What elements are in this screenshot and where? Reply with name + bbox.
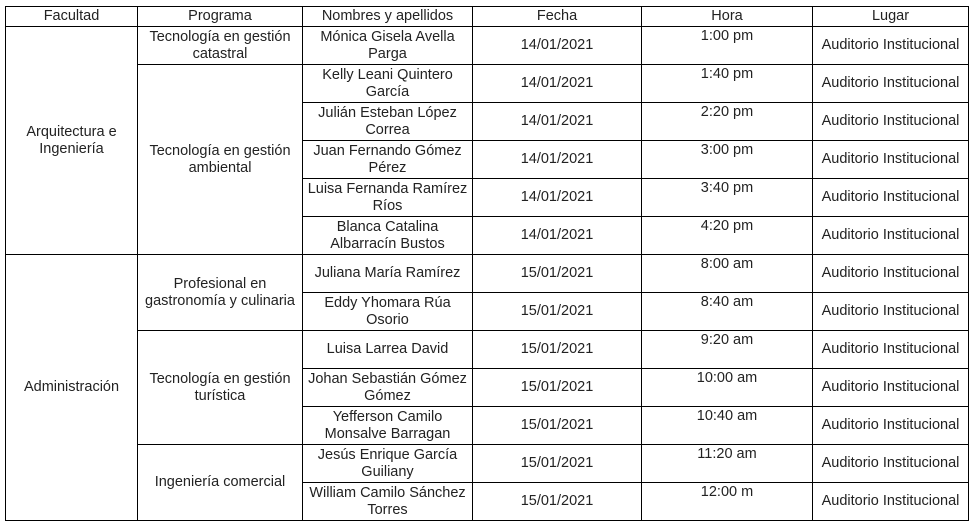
schedule-table bbox=[5, 6, 969, 521]
header-lugar: Lugar bbox=[813, 7, 969, 27]
nombre-cell: Kelly Leani Quintero García bbox=[303, 65, 473, 103]
fecha-cell: 15/01/2021 bbox=[473, 255, 642, 293]
fecha-cell: 14/01/2021 bbox=[473, 27, 642, 65]
programa-cell: Profesional en gastronomía y culinaria bbox=[138, 255, 303, 331]
table-row bbox=[6, 445, 969, 483]
hora-cell: 4:20 pm bbox=[642, 217, 813, 255]
fecha-cell: 15/01/2021 bbox=[473, 407, 642, 445]
header-facultad: Facultad bbox=[6, 7, 138, 27]
nombre-cell: Yefferson Camilo Monsalve Barragan bbox=[303, 407, 473, 445]
hora-cell: 1:40 pm bbox=[642, 65, 813, 103]
header-fecha: Fecha bbox=[473, 7, 642, 27]
lugar-cell: Auditorio Institucional bbox=[813, 141, 969, 179]
hora-cell: 8:40 am bbox=[642, 293, 813, 331]
fecha-cell: 15/01/2021 bbox=[473, 293, 642, 331]
lugar-cell: Auditorio Institucional bbox=[813, 407, 969, 445]
nombre-cell: Luisa Fernanda Ramírez Ríos bbox=[303, 179, 473, 217]
lugar-cell: Auditorio Institucional bbox=[813, 103, 969, 141]
lugar-cell: Auditorio Institucional bbox=[813, 65, 969, 103]
fecha-cell: 15/01/2021 bbox=[473, 445, 642, 483]
lugar-cell: Auditorio Institucional bbox=[813, 255, 969, 293]
hora-cell: 1:00 pm bbox=[642, 27, 813, 65]
fecha-cell: 15/01/2021 bbox=[473, 331, 642, 369]
fecha-cell: 14/01/2021 bbox=[473, 141, 642, 179]
fecha-cell: 14/01/2021 bbox=[473, 179, 642, 217]
lugar-cell: Auditorio Institucional bbox=[813, 27, 969, 65]
nombre-cell: Juan Fernando Gómez Pérez bbox=[303, 141, 473, 179]
nombre-cell: Juliana María Ramírez bbox=[303, 255, 473, 293]
table-body bbox=[6, 27, 969, 521]
nombre-cell: Jesús Enrique García Guiliany bbox=[303, 445, 473, 483]
facultad-cell: Arquitectura e Ingeniería bbox=[6, 27, 138, 255]
table-row bbox=[6, 65, 969, 103]
nombre-cell: William Camilo Sánchez Torres bbox=[303, 483, 473, 521]
lugar-cell: Auditorio Institucional bbox=[813, 217, 969, 255]
hora-cell: 12:00 m bbox=[642, 483, 813, 521]
lugar-cell: Auditorio Institucional bbox=[813, 293, 969, 331]
header-hora: Hora bbox=[642, 7, 813, 27]
header-nombres: Nombres y apellidos bbox=[303, 7, 473, 27]
nombre-cell: Eddy Yhomara Rúa Osorio bbox=[303, 293, 473, 331]
hora-cell: 3:00 pm bbox=[642, 141, 813, 179]
hora-cell: 8:00 am bbox=[642, 255, 813, 293]
table-row bbox=[6, 255, 969, 293]
programa-cell: Ingeniería comercial bbox=[138, 445, 303, 521]
nombre-cell: Johan Sebastián Gómez Gómez bbox=[303, 369, 473, 407]
facultad-cell: Administración bbox=[6, 255, 138, 521]
header-programa: Programa bbox=[138, 7, 303, 27]
fecha-cell: 15/01/2021 bbox=[473, 369, 642, 407]
lugar-cell: Auditorio Institucional bbox=[813, 179, 969, 217]
hora-cell: 11:20 am bbox=[642, 445, 813, 483]
lugar-cell: Auditorio Institucional bbox=[813, 445, 969, 483]
hora-cell: 2:20 pm bbox=[642, 103, 813, 141]
programa-cell: Tecnología en gestión catastral bbox=[138, 27, 303, 65]
hora-cell: 9:20 am bbox=[642, 331, 813, 369]
fecha-cell: 15/01/2021 bbox=[473, 483, 642, 521]
hora-cell: 10:00 am bbox=[642, 369, 813, 407]
header-row bbox=[6, 7, 969, 27]
schedule-table-container bbox=[5, 6, 969, 521]
lugar-cell: Auditorio Institucional bbox=[813, 483, 969, 521]
programa-cell: Tecnología en gestión turística bbox=[138, 331, 303, 445]
lugar-cell: Auditorio Institucional bbox=[813, 369, 969, 407]
table-row bbox=[6, 27, 969, 65]
nombre-cell: Mónica Gisela Avella Parga bbox=[303, 27, 473, 65]
nombre-cell: Luisa Larrea David bbox=[303, 331, 473, 369]
nombre-cell: Blanca Catalina Albarracín Bustos bbox=[303, 217, 473, 255]
hora-cell: 10:40 am bbox=[642, 407, 813, 445]
fecha-cell: 14/01/2021 bbox=[473, 217, 642, 255]
nombre-cell: Julián Esteban López Correa bbox=[303, 103, 473, 141]
hora-cell: 3:40 pm bbox=[642, 179, 813, 217]
lugar-cell: Auditorio Institucional bbox=[813, 331, 969, 369]
fecha-cell: 14/01/2021 bbox=[473, 103, 642, 141]
table-row bbox=[6, 331, 969, 369]
fecha-cell: 14/01/2021 bbox=[473, 65, 642, 103]
programa-cell: Tecnología en gestión ambiental bbox=[138, 65, 303, 255]
